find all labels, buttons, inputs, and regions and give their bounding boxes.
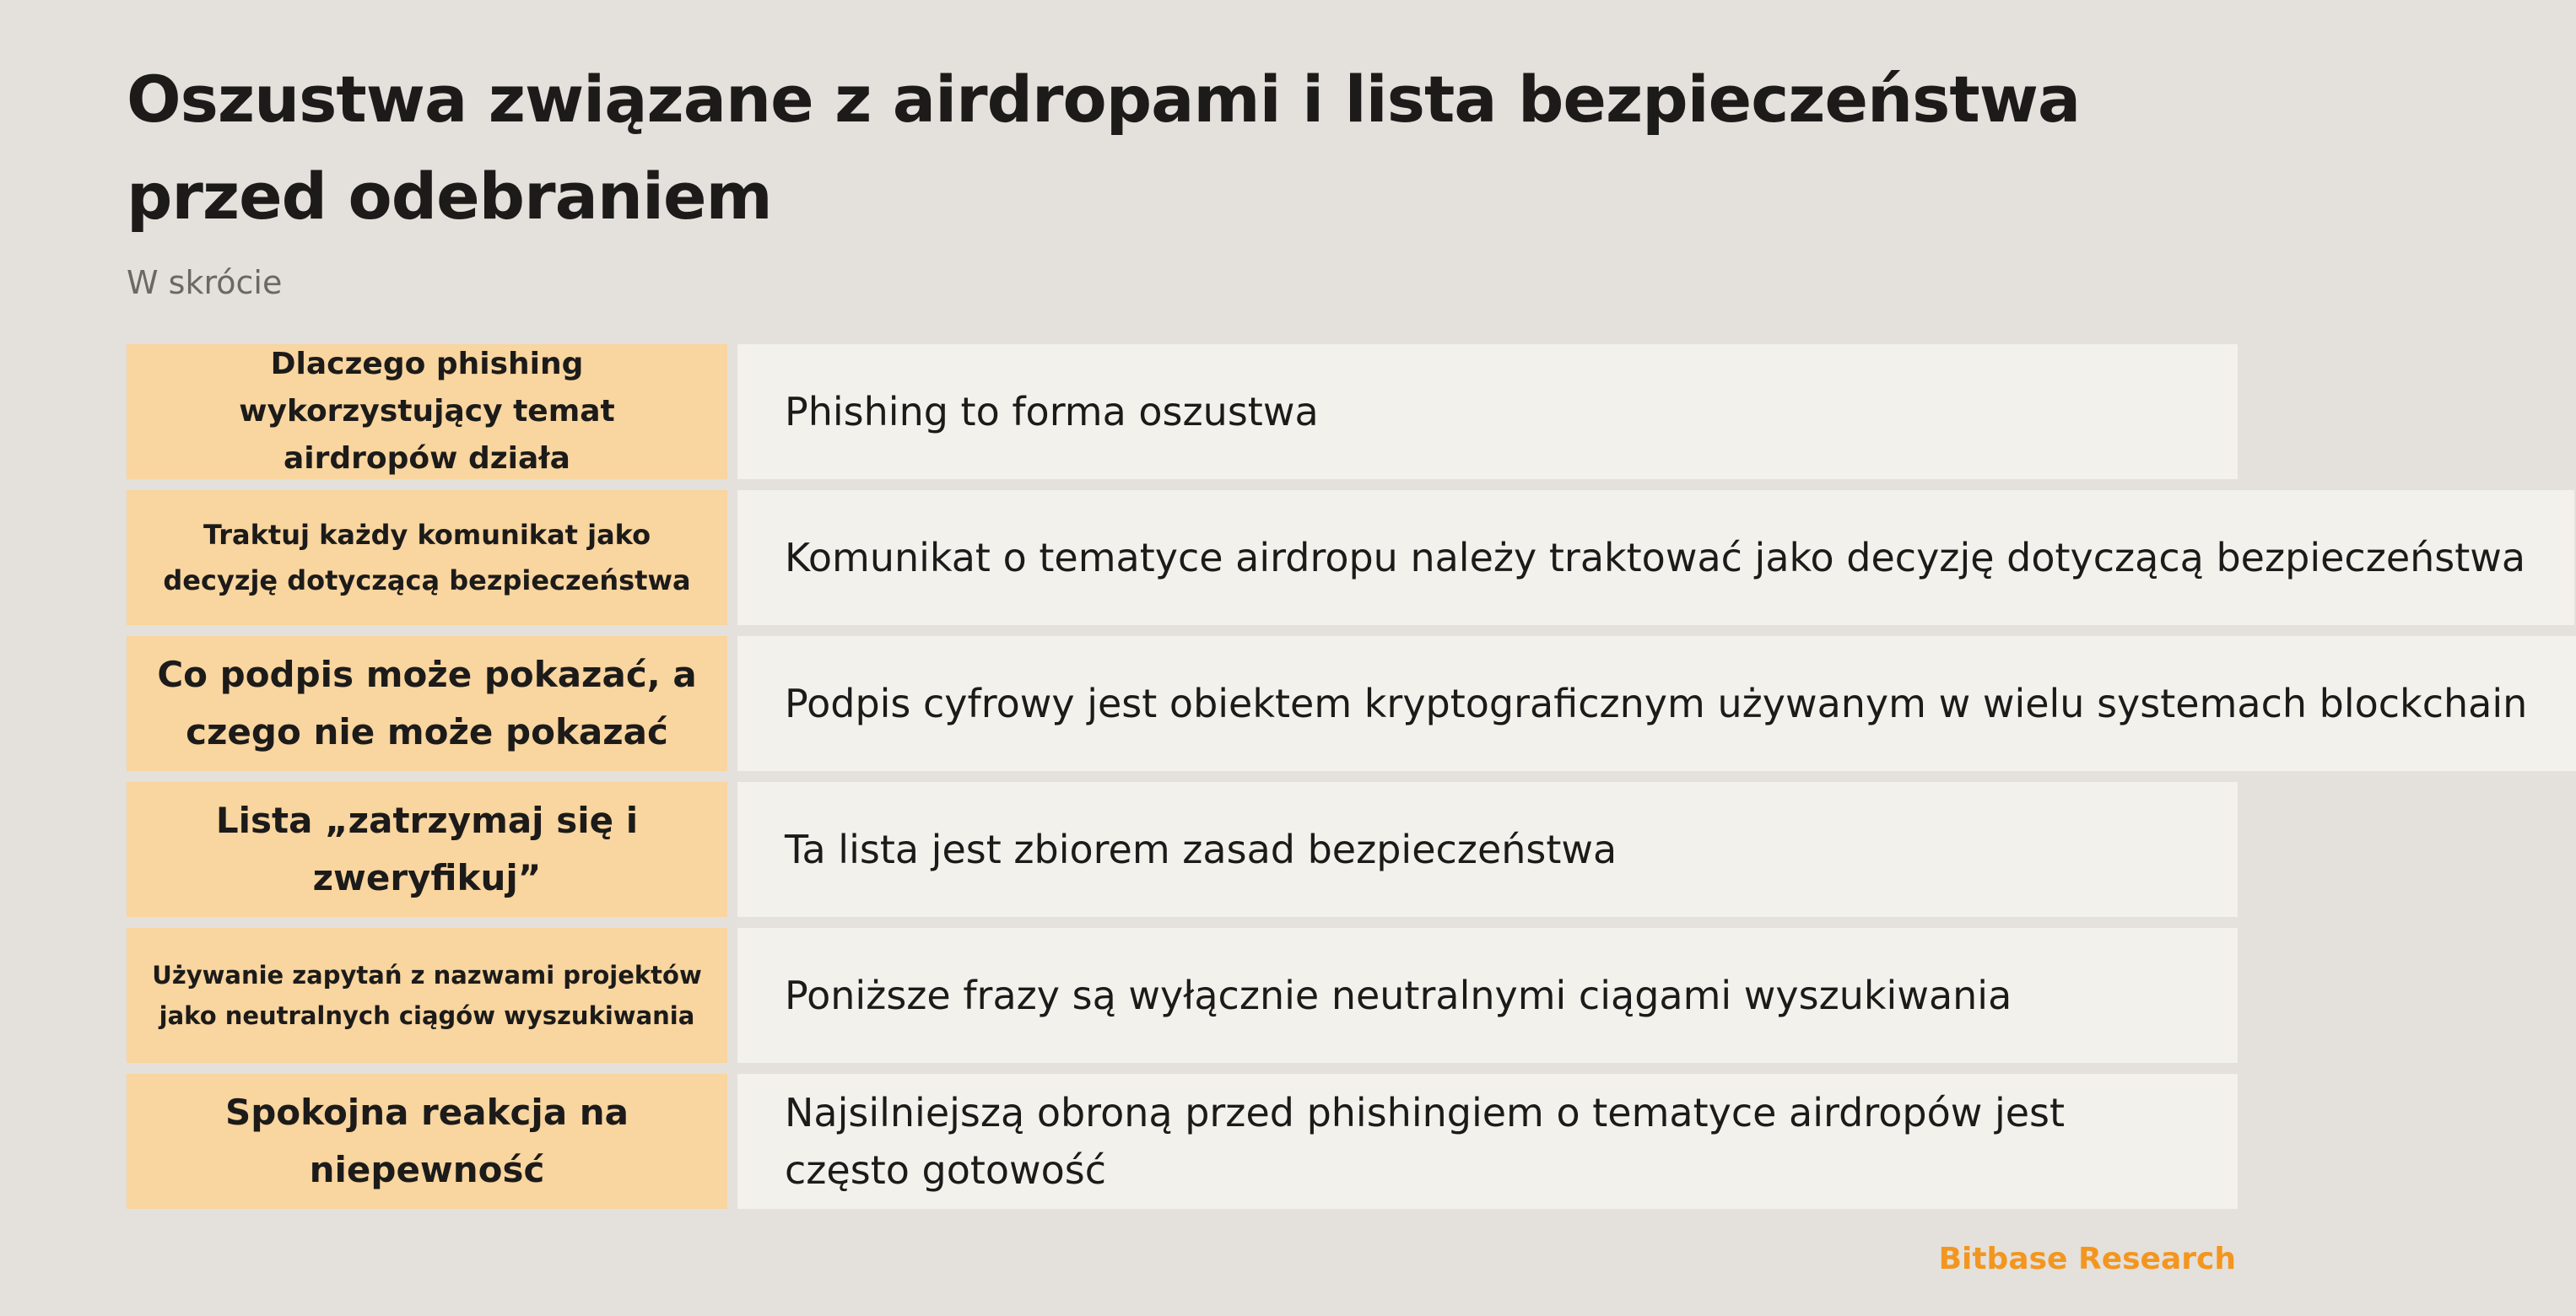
- row-label: Spokojna reakcja na niepewność: [127, 1074, 727, 1209]
- row-text: [737, 490, 2574, 625]
- row-text: [737, 782, 2238, 917]
- row-text: [737, 928, 2238, 1063]
- table-row: [127, 636, 2528, 771]
- row-text-value: Najsilniejszą obroną przed phishingiem o tematyce airdropów jest często gotowość: [785, 1090, 2066, 1193]
- row-text: [737, 1074, 2238, 1209]
- row-label: Używanie zapytań z nazwami projektów jako neutralnych ciągów wyszukiwania: [127, 928, 727, 1063]
- row-label: Co podpis może pokazać, a czego nie może pokazać: [127, 636, 727, 771]
- row-label: Lista „zatrzymaj się i zweryfikuj”: [127, 782, 727, 917]
- table-row: [127, 782, 2238, 917]
- page-title: Oszustwa związane z airdropami i lista bezpieczeństwa przed odebraniem: [127, 62, 2081, 234]
- table-row: [127, 1074, 2238, 1209]
- row-label: Dlaczego phishing wykorzystujący temat airdropów działa: [127, 344, 727, 479]
- table-row: [127, 344, 2238, 479]
- row-label: Traktuj każdy komunikat jako decyzję dotyczącą bezpieczeństwa: [127, 490, 727, 625]
- row-text-value: Komunikat o tematyce airdropu należy traktować jako decyzję dotyczącą bezpieczeństwa: [785, 535, 2526, 580]
- row-text-value: Ta lista jest zbiorem zasad bezpieczeństwa: [785, 827, 1617, 872]
- page-subtitle: W skrócie: [127, 264, 283, 301]
- table-row: [127, 928, 2238, 1063]
- summary-table: [127, 344, 2528, 1209]
- row-text-value: Phishing to forma oszustwa: [785, 389, 1319, 434]
- row-text: [737, 636, 2576, 771]
- row-text-value: Poniższe frazy są wyłącznie neutralnymi ciągami wyszukiwania: [785, 973, 2012, 1018]
- row-text: [737, 344, 2238, 479]
- table-row: [127, 490, 2526, 625]
- brand-logo-text: Bitbase Research: [1938, 1242, 2236, 1276]
- row-text-value: Podpis cyfrowy jest obiektem kryptograficznym używanym w wielu systemach blockchain: [785, 681, 2528, 726]
